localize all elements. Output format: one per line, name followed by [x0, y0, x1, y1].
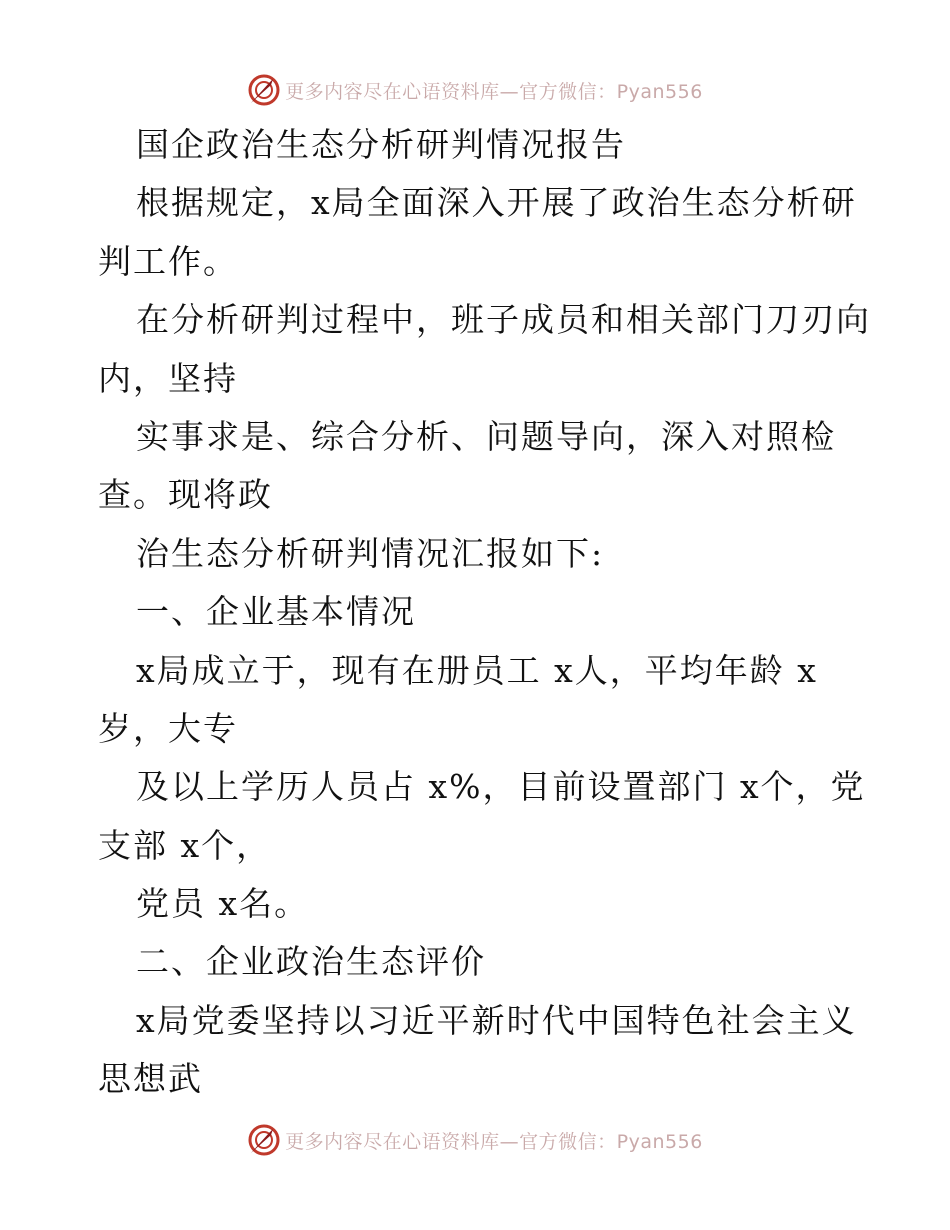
watermark-text: 更多内容尽在心语资料库—官方微信：Pyan556 — [285, 80, 703, 103]
paragraph-line: 实事求是、综合分析、问题导向，深入对照检 — [136, 416, 836, 456]
paragraph-line: 在分析研判过程中，班子成员和相关部门刀刃向 — [136, 300, 871, 340]
document-body — [98, 116, 871, 1109]
paragraph-line: 党员 x名。 — [136, 884, 310, 924]
quill-logo-icon — [247, 1123, 281, 1157]
paragraph-line: 内，坚持 — [98, 358, 238, 398]
watermark-text: 更多内容尽在心语资料库—官方微信：Pyan556 — [285, 1130, 703, 1153]
paragraph-line: x局成立于，现有在册员工 x人，平均年龄 x — [136, 650, 818, 690]
paragraph-line: 及以上学历人员占 x%，目前设置部门 x个，党 — [136, 767, 866, 807]
paragraph-line: 治生态分析研判情况汇报如下: — [136, 533, 605, 573]
paragraph-line: 判工作。 — [98, 241, 238, 281]
quill-logo-icon — [247, 73, 281, 107]
paragraph-line: 岁，大专 — [98, 708, 238, 748]
paragraph-line: 支部 x个， — [98, 825, 272, 865]
watermark-header — [0, 72, 950, 108]
watermark-footer — [0, 1122, 950, 1158]
paragraph-line: 根据规定，x局全面深入开展了政治生态分析研 — [136, 183, 857, 223]
paragraph-line: x局党委坚持以习近平新时代中国特色社会主义 — [136, 1000, 857, 1040]
paragraph-line: 查。现将政 — [98, 475, 273, 515]
section-heading: 二、企业政治生态评价 — [136, 942, 486, 982]
section-heading: 一、企业基本情况 — [136, 592, 416, 632]
paragraph-line: 思想武 — [98, 1059, 203, 1099]
document-title: 国企政治生态分析研判情况报告 — [136, 125, 626, 164]
